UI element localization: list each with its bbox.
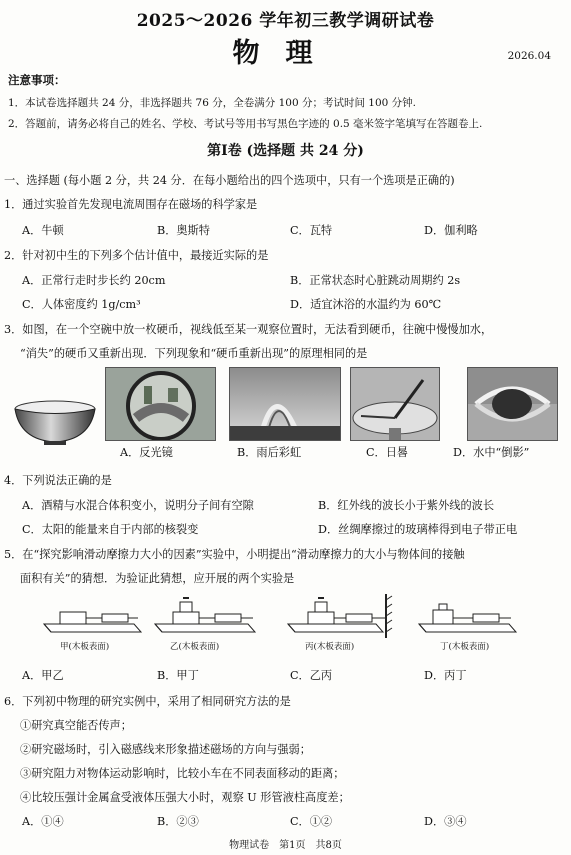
notes-heading: 注意事项： (8, 73, 66, 87)
note-item: 2．答题前，请务必将自己的姓名、学校、考试号等用书写黑色字迹的 0.5 毫米签字笔填写在答题卷上. (8, 118, 483, 130)
sundial-photo (350, 367, 440, 441)
section-title: 第Ⅰ卷 (选择题 共 24 分) (207, 143, 364, 159)
q2-stem: 2．针对初中生的下列多个估计值中，最接近实际的是 (4, 249, 269, 262)
q4-option-b: B．红外线的波长小于紫外线的波长 (318, 499, 495, 512)
q6-item: ②研究磁场时，引入磁感线来形象描述磁场的方向与强弱； (20, 743, 311, 756)
q3-stem-line1: 3．如图，在一个空碗中放一枚硬币，视线低至某一观察位置时，无法看到硬币，往碗中慢慢加水， (4, 323, 493, 336)
convex-mirror-photo (105, 367, 216, 441)
page-footer: 物理试卷 第1页 共8页 (229, 840, 342, 851)
q5-option-c: C．乙丙 (290, 669, 333, 682)
q6-item: ④比较压强计金属盒受液体压强大小时，观察 U 形管液柱高度差； (20, 791, 350, 804)
bowl-image (10, 398, 100, 448)
q5-stem-line2: 面积有关”的猜想．为验证此猜想，应开展的两个实验是 (20, 572, 295, 585)
q6-option-b: B．②③ (157, 815, 199, 828)
q1-stem: 1．通过实验首先发现电流周围存在磁场的科学家是 (4, 198, 258, 211)
q3-option-a: A．反光镜 (120, 446, 173, 459)
q2-option-d: D．适宜沐浴的水温约为 60℃ (290, 298, 442, 311)
note-item: 1．本试卷选择题共 24 分，非选择题共 76 分，全卷满分 100 分；考试时间 100 分钟. (8, 97, 417, 109)
experiment-jia-diagram (42, 600, 142, 640)
experiment-ding-label: 丁(木板表面) (440, 642, 490, 652)
q6-option-c: C．①② (290, 815, 333, 828)
q3-option-c: C．日晷 (366, 446, 409, 459)
q1-option-b: B．奥斯特 (157, 224, 210, 237)
rainbow-photo (229, 367, 341, 441)
experiment-jia-label: 甲(木板表面) (60, 642, 110, 652)
q6-option-d: D．③④ (424, 815, 467, 828)
q6-item: ③研究阻力对物体运动影响时，比较小车在不同表面移动的距离； (20, 767, 345, 780)
q4-option-a: A．酒精与水混合体积变小，说明分子间有空隙 (22, 499, 254, 512)
q2-option-b: B．正常状态时心脏跳动周期约 2s (290, 274, 461, 287)
q3-option-b: B．雨后彩虹 (237, 446, 302, 459)
q2-option-a: A．正常行走时步长约 20cm (22, 274, 166, 287)
q5-stem-line1: 5．在“探究影响滑动摩擦力大小的因素”实验中，小明提出“滑动摩擦力的大小与物体间的接触 (4, 548, 465, 561)
q2-option-c: C．人体密度约 1g/cm³ (22, 298, 141, 311)
q5-option-b: B．甲丁 (157, 669, 199, 682)
experiment-bing-label: 丙(木板表面) (305, 642, 355, 652)
experiment-bing-diagram (286, 592, 396, 640)
experiment-yi-label: 乙(木板表面) (170, 642, 220, 652)
q1-option-d: D．伽利略 (424, 224, 478, 237)
q3-stem-line2: “消失”的硬币又重新出现．下列现象和“硬币重新出现”的原理相同的是 (20, 347, 368, 360)
q3-option-d: D．水中“倒影” (453, 446, 530, 459)
q1-option-c: C．瓦特 (290, 224, 333, 237)
q6-item: ①研究真空能否传声； (20, 719, 132, 732)
q6-stem: 6．下列初中物理的研究实例中，采用了相同研究方法的是 (4, 695, 291, 708)
q4-stem: 4．下列说法正确的是 (4, 474, 112, 487)
q4-option-d: D．丝绸摩擦过的玻璃棒得到电子带正电 (318, 523, 518, 536)
exam-date: 2026.04 (507, 50, 551, 62)
q4-option-c: C．太阳的能量来自于内部的核裂变 (22, 523, 199, 536)
exam-title: 2025～2026 学年初三教学调研试卷 (136, 11, 435, 31)
reflection-photo (467, 367, 558, 441)
experiment-yi-diagram (153, 592, 258, 640)
q6-option-a: A．①④ (22, 815, 64, 828)
experiment-ding-diagram (417, 596, 519, 640)
q5-option-a: A．甲乙 (22, 669, 64, 682)
q1-option-a: A．牛顿 (22, 224, 64, 237)
q5-option-d: D．丙丁 (424, 669, 467, 682)
part-intro: 一、选择题 (每小题 2 分，共 24 分．在每小题给出的四个选项中，只有一个选项是正确的) (4, 174, 455, 187)
subject-title: 物理 (232, 38, 339, 69)
